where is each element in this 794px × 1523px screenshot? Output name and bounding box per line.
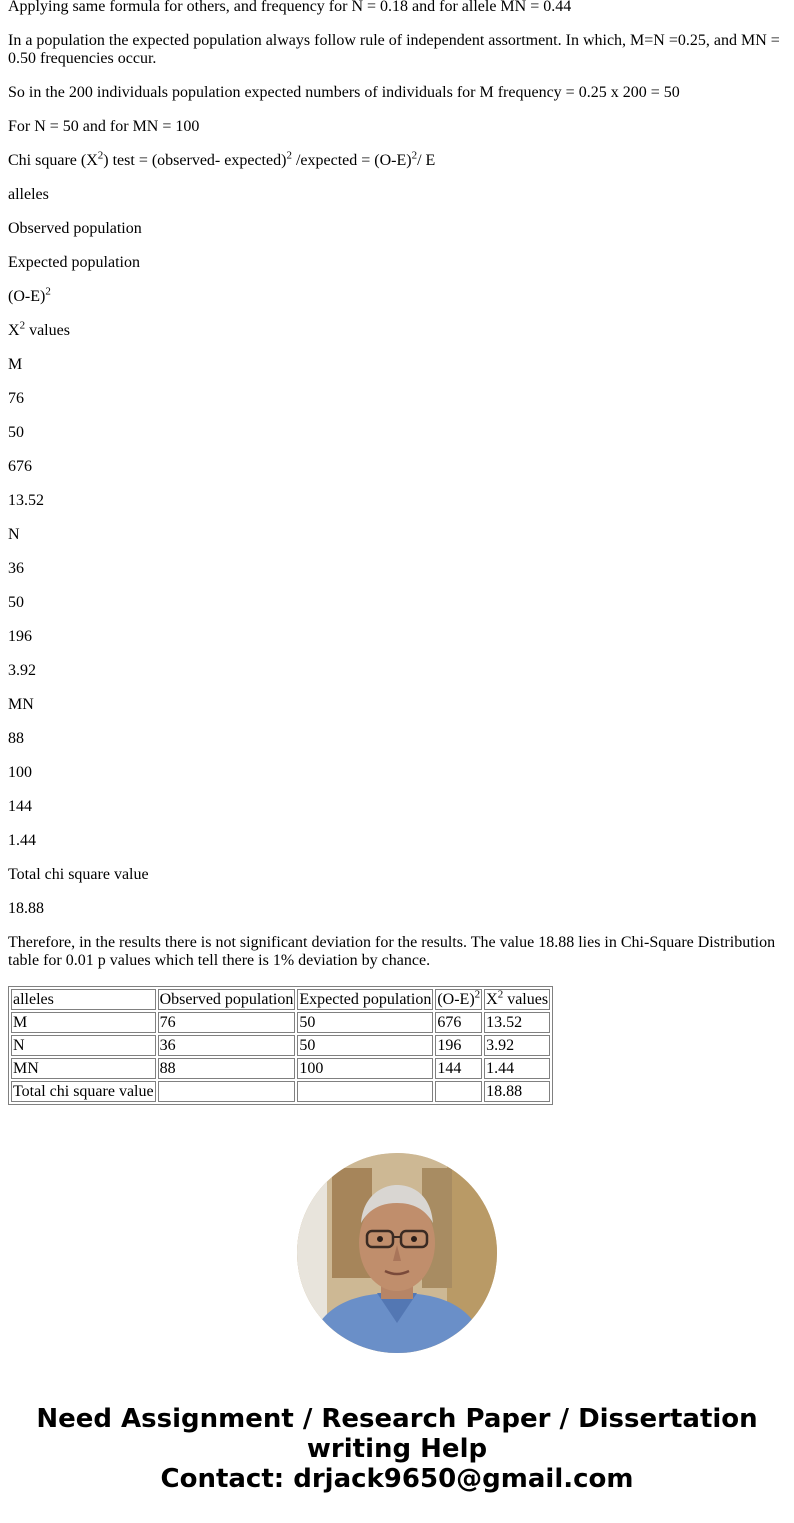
- article-body: [8, 0, 786, 1105]
- superscript: 2: [19, 319, 26, 332]
- formula-part: ) test = (observed- expected): [103, 152, 287, 169]
- flat-header-x-values: [8, 319, 786, 340]
- paragraph-independent-assortment: In a population the expected population always follow rule of independent assortment. In which, M=N =0.25, and MN = 0.50 frequencies occur.: [8, 32, 780, 67]
- table-row: [11, 1035, 550, 1056]
- table-header-alleles: alleles: [11, 989, 156, 1010]
- table-cell: M: [11, 1012, 156, 1033]
- paragraph-conclusion: Therefore, in the results there is not significant deviation for the results. The value 18.88 lies in Chi-Square Distribution table for 0.01 p values which tell there is 1% deviation by chance.: [8, 934, 776, 969]
- flat-header-x-suffix: values: [25, 322, 70, 339]
- table-header-row: [11, 989, 550, 1010]
- table-cell: 13.52: [484, 1012, 550, 1033]
- promo-line: writing Help: [306, 1434, 488, 1464]
- flat-header-x-text: X: [8, 322, 20, 339]
- table-cell: 50: [297, 1035, 433, 1056]
- flat-value: MN: [8, 696, 34, 713]
- portrait-illustration: [297, 1153, 497, 1353]
- flat-total-value: 18.88: [8, 900, 44, 917]
- paragraph-chi-square-formula: [8, 149, 786, 170]
- formula-part: Chi square (X: [8, 152, 98, 169]
- table-row: [11, 1058, 550, 1079]
- table-header-expected: Expected population: [299, 991, 432, 1008]
- table-total-value: 18.88: [484, 1081, 550, 1102]
- table-cell: 1.44: [484, 1058, 550, 1079]
- table-cell: 196: [435, 1035, 482, 1056]
- superscript: 2: [45, 285, 51, 298]
- promo-contact: Contact: drjack9650@gmail.com: [160, 1464, 634, 1494]
- paragraph-expected-n-mn: For N = 50 and for MN = 100: [8, 118, 200, 135]
- promo-line: Need Assignment / Research Paper / Dissertation: [36, 1404, 758, 1434]
- flat-value: 676: [8, 458, 32, 475]
- table-total-label: Total chi square value: [13, 1083, 154, 1100]
- paragraph-expected-m: So in the 200 individuals population expected numbers of individuals for M frequency = 0.25 x 200 = 50: [8, 84, 680, 101]
- table-cell-empty: [158, 1081, 296, 1102]
- table-cell: 676: [435, 1012, 482, 1033]
- table-header-x-text: X: [486, 991, 498, 1008]
- table-cell: 100: [297, 1058, 433, 1079]
- flat-value: 3.92: [8, 662, 36, 679]
- flat-total-label: Total chi square value: [8, 866, 149, 883]
- flat-value: 88: [8, 730, 24, 747]
- superscript: 2: [97, 149, 104, 162]
- superscript: 2: [474, 988, 481, 1001]
- table-cell: 88: [158, 1058, 296, 1079]
- flat-value: 144: [8, 798, 32, 815]
- table-cell-empty: [435, 1081, 482, 1102]
- flat-value: M: [8, 356, 23, 373]
- table-cell: 36: [158, 1035, 296, 1056]
- table-header-x-suffix: values: [503, 991, 549, 1008]
- formula-part: / E: [417, 152, 436, 169]
- superscript: 2: [411, 149, 418, 162]
- table-cell: 144: [435, 1058, 482, 1079]
- table-header-observed: Observed population: [159, 991, 294, 1008]
- paragraph-frequency: Applying same formula for others, and frequency for N = 0.18 and for allele MN = 0.44: [8, 0, 572, 15]
- flat-value: 1.44: [8, 832, 36, 849]
- table-header-oe: [435, 989, 482, 1010]
- superscript: 2: [286, 149, 292, 162]
- flat-value: 76: [8, 390, 24, 407]
- flat-value: 36: [8, 560, 24, 577]
- flat-header-observed: Observed population: [8, 220, 142, 237]
- superscript: 2: [497, 988, 504, 1001]
- table-cell: N: [11, 1035, 156, 1056]
- table-cell: 3.92: [484, 1035, 550, 1056]
- flat-value: 50: [8, 594, 24, 611]
- chi-square-table: [8, 986, 553, 1105]
- table-row: [11, 1012, 550, 1033]
- avatar: [297, 1153, 497, 1353]
- promo-banner: [0, 1404, 794, 1494]
- table-header-oe-text: (O-E): [437, 991, 475, 1008]
- flat-header-alleles: alleles: [8, 186, 49, 203]
- flat-header-oe-text: (O-E): [8, 288, 46, 305]
- table-header-x-values: [484, 989, 550, 1010]
- table-total-row: [11, 1081, 550, 1102]
- flat-value: 13.52: [8, 492, 44, 509]
- flat-value: 196: [8, 628, 32, 645]
- formula-part: /expected = (O-E): [291, 152, 412, 169]
- table-cell: MN: [11, 1058, 156, 1079]
- flat-header-expected: Expected population: [8, 254, 140, 271]
- table-cell: 50: [297, 1012, 433, 1033]
- flat-header-oe: [8, 285, 786, 306]
- table-cell: 76: [158, 1012, 296, 1033]
- flat-value: N: [8, 526, 20, 543]
- table-cell-empty: [297, 1081, 433, 1102]
- flat-value: 100: [8, 764, 32, 781]
- flat-value: 50: [8, 424, 24, 441]
